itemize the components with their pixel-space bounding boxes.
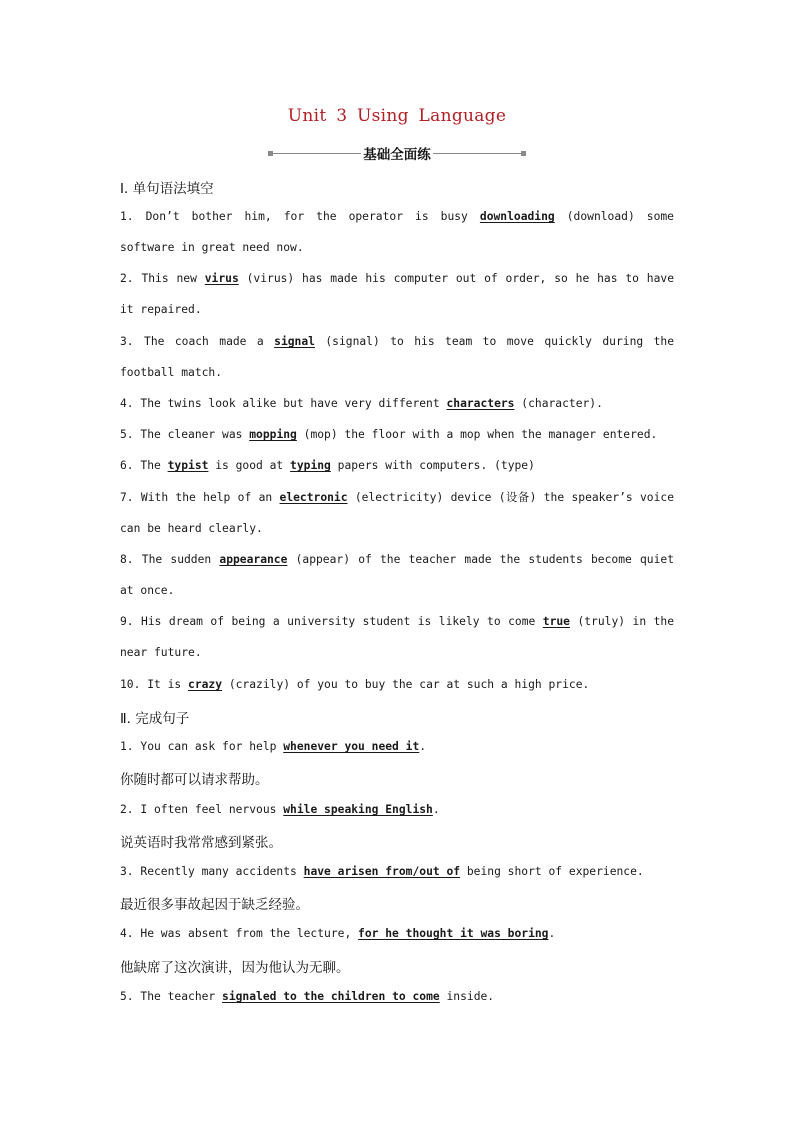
answer: appearance: [219, 553, 288, 566]
sentence-1-translation: 你随时都可以请求帮助。: [120, 772, 269, 788]
page-title: Unit 3 Using Language: [287, 106, 507, 126]
answer: mopping: [249, 428, 297, 441]
question-7: 7. With the help of an electronic (electricity) device (设备) the speaker’s voice can be heard clearly.: [120, 491, 674, 536]
answer: while speaking English: [283, 803, 433, 816]
section-2-heading: Ⅱ. 完成句子: [120, 711, 190, 727]
question-3: 3. The coach made a signal (signal) to his team to move quickly during the football match.: [120, 335, 675, 380]
answer: downloading: [479, 210, 555, 223]
answer: signaled to the children to come: [222, 990, 440, 1003]
sentence-2: 2. I often feel nervous while speaking English.: [120, 803, 440, 816]
banner-right-square: [521, 151, 526, 156]
sentence-3-translation: 最近很多事故起因于缺乏经验。: [120, 897, 309, 913]
sentence-2-translation: 说英语时我常常感到紧张。: [120, 835, 282, 851]
answer: have arisen from/out of: [303, 865, 461, 878]
section-banner: [268, 143, 526, 163]
answer: typist: [167, 459, 209, 472]
answer: typing: [290, 459, 331, 472]
answer: crazy: [188, 678, 223, 691]
question-9: 9. His dream of being a university student is likely to come true (truly) in the near future.: [120, 615, 674, 660]
sentence-4-translation: 他缺席了这次演讲，因为他认为无聊。: [120, 960, 350, 976]
question-2: 2. This new virus (virus) has made his computer out of order, so he has to have it repaired.: [120, 272, 674, 317]
section-1-heading: Ⅰ. 单句语法填空: [120, 181, 214, 197]
answer: virus: [204, 272, 239, 285]
banner-label: 基础全面练: [363, 147, 431, 163]
answer: whenever you need it: [283, 740, 420, 753]
sentence-3: 3. Recently many accidents have arisen from/out of being short of experience.: [120, 865, 644, 878]
question-1: 1. Don’t bother him, for the operator is busy downloading (download) some software in great need now.: [120, 210, 674, 255]
banner-right-rule: [433, 153, 521, 154]
question-8: 8. The sudden appearance (appear) of the teacher made the students become quiet at once.: [120, 553, 674, 598]
question-6: 6. The typist is good at typing papers with computers. (type): [120, 459, 535, 472]
sentence-5: 5. The teacher signaled to the children to come inside.: [120, 990, 495, 1003]
answer: electronic: [279, 491, 348, 504]
question-10: 10. It is crazy (crazily) of you to buy the car at such a high price.: [120, 678, 590, 691]
banner-left-rule: [273, 153, 361, 154]
answer: for he thought it was boring: [358, 927, 549, 940]
answer: true: [542, 615, 570, 628]
question-4: 4. The twins look alike but have very different characters (character).: [120, 397, 603, 410]
question-5: 5. The cleaner was mopping (mop) the floor with a mop when the manager entered.: [120, 428, 658, 441]
sentence-4: 4. He was absent from the lecture, for he thought it was boring.: [120, 927, 556, 940]
sentence-1: 1. You can ask for help whenever you need it.: [120, 740, 427, 753]
answer: characters: [446, 397, 515, 410]
answer: signal: [274, 335, 315, 348]
